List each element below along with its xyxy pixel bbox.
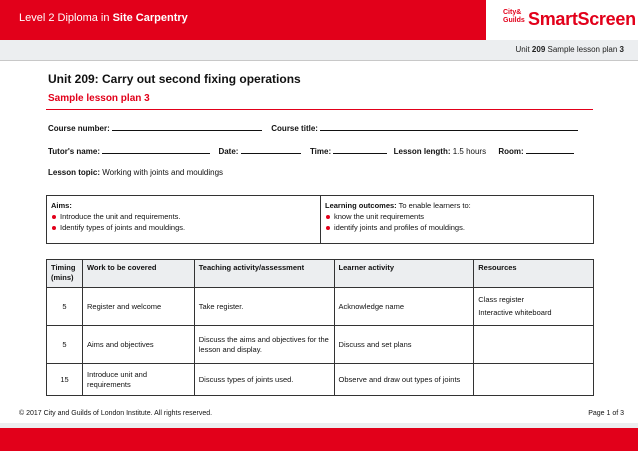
room-label: Room: (498, 147, 524, 156)
outcomes-label: Learning outcomes: (325, 201, 397, 210)
table-cell (474, 326, 594, 364)
tutor-name-label: Tutor's name: (48, 147, 100, 156)
outcomes-list (325, 211, 589, 233)
table-cell: Discuss types of joints used. (194, 364, 334, 396)
table-cell (474, 364, 594, 396)
smartscreen-logo (486, 0, 638, 40)
course-fields-row (48, 124, 578, 133)
tutor-fields-row (48, 147, 574, 156)
table-cell: Aims and objectives (82, 326, 194, 364)
table-row (47, 326, 594, 364)
table-cell: 5 (47, 326, 83, 364)
smartscreen-wordmark: SmartScreen (528, 9, 636, 29)
table-row (47, 288, 594, 326)
table-cell: Observe and draw out types of joints (334, 364, 474, 396)
aims-section (47, 196, 321, 243)
table-cell: Discuss and set plans (334, 326, 474, 364)
table-cell: Acknowledge name (334, 288, 474, 326)
outcomes-section (321, 196, 593, 243)
column-header-learner: Learner activity (334, 260, 474, 288)
room-field[interactable] (526, 147, 574, 154)
list-item: know the unit requirements (325, 211, 589, 222)
column-header-timing: Timing (mins) (47, 260, 83, 288)
table-cell: Register and welcome (82, 288, 194, 326)
time-field[interactable] (333, 147, 387, 154)
table-cell: Class register Interactive whiteboard (474, 288, 594, 326)
lesson-plan-table (46, 259, 594, 396)
table-cell: 5 (47, 288, 83, 326)
plan-title: Sample lesson plan 3 (48, 93, 150, 104)
list-item: Identify types of joints and mouldings. (51, 222, 316, 233)
course-number-label: Course number: (48, 124, 110, 133)
table-cell: Introduce unit and requirements (82, 364, 194, 396)
footer-band (0, 428, 638, 451)
lesson-topic-row (48, 168, 223, 177)
course-title-label: Course title: (271, 124, 318, 133)
lesson-topic-value: Working with joints and mouldings (102, 168, 224, 177)
subheader-band (0, 40, 638, 61)
aims-label: Aims: (51, 201, 72, 210)
list-item: Introduce the unit and requirements. (51, 211, 316, 222)
lesson-length-value: 1.5 hours (452, 147, 487, 156)
time-label: Time: (309, 147, 332, 156)
column-header-resources: Resources (474, 260, 594, 288)
course-title: Level 2 Diploma in Site Carpentry (19, 12, 188, 24)
table-header-row (47, 260, 594, 288)
lesson-plan-reference: Unit 209 Sample lesson plan 3 (515, 45, 624, 54)
lesson-topic-label: Lesson topic: (48, 168, 101, 177)
table-cell: 15 (47, 364, 83, 396)
date-field[interactable] (241, 147, 301, 154)
aims-outcomes-box (46, 195, 594, 244)
title-divider (46, 109, 593, 110)
course-number-field[interactable] (112, 124, 262, 131)
unit-title: Unit 209: Carry out second fixing operations (48, 72, 301, 86)
course-title-field[interactable] (320, 124, 578, 131)
column-header-teaching: Teaching activity/assessment (194, 260, 334, 288)
lesson-length-label: Lesson length: (393, 147, 451, 156)
city-guilds-logo-icon: City& Guilds (503, 9, 525, 24)
header-band (0, 0, 638, 40)
aims-list (51, 211, 316, 233)
copyright-notice: © 2017 City and Guilds of London Institute. All rights reserved. (19, 410, 213, 417)
page-number: Page 1 of 3 (588, 410, 624, 417)
date-label: Date: (218, 147, 239, 156)
outcomes-intro: To enable learners to: (398, 201, 471, 210)
table-cell: Take register. (194, 288, 334, 326)
list-item: identify joints and profiles of mouldings. (325, 222, 589, 233)
table-row (47, 364, 594, 396)
tutor-name-field[interactable] (102, 147, 210, 154)
table-cell: Discuss the aims and objectives for the lesson and display. (194, 326, 334, 364)
column-header-work: Work to be covered (82, 260, 194, 288)
